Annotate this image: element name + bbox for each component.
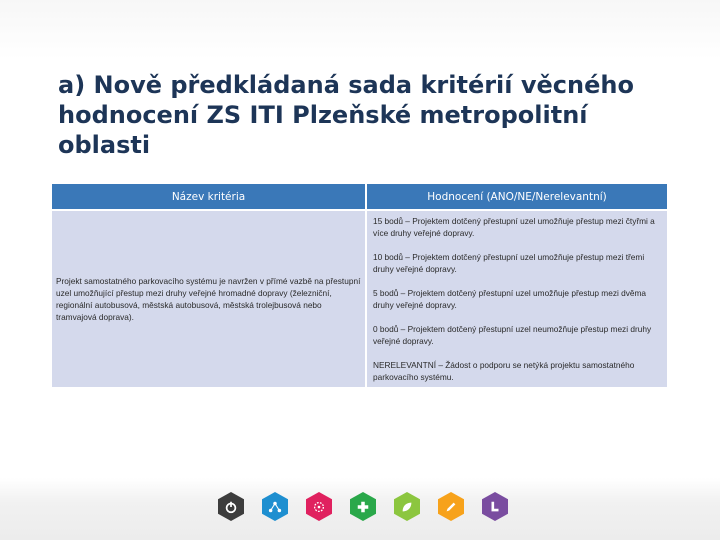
column-header-evaluation: Hodnocení (ANO/NE/Nerelevantní): [367, 184, 667, 209]
criteria-table: [50, 182, 669, 389]
score-5: 5 bodů – Projektem dotčený přestupní uzel umožňuje přestup mezi dvěma druhy veřejné dopravy.: [373, 288, 647, 310]
score-15: 15 bodů – Projektem dotčený přestupní uzel umožňuje přestup mezi čtyřmi a více druhy veřejné dopravy.: [373, 216, 655, 238]
power-icon: [218, 492, 244, 521]
footer-icon-row: [216, 492, 510, 530]
footer-icon-3: [304, 492, 334, 530]
network-icon: [262, 492, 288, 521]
footer-icon-4: [348, 492, 378, 530]
footer-icon-1: [216, 492, 246, 530]
footer-icon-7: [480, 492, 510, 530]
footer-icon-6: [436, 492, 466, 530]
footer-icon-2: [260, 492, 290, 530]
evaluation-cell: [367, 211, 667, 387]
slide-title: a) Nově předkládaná sada kritérií věcného hodnocení ZS ITI Plzeňské metropolitní oblasti: [58, 71, 634, 159]
leaf-icon: [394, 492, 420, 521]
plus-icon: [350, 492, 376, 521]
l-shape-icon: [482, 492, 508, 521]
score-10: 10 bodů – Projektem dotčený přestupní uzel umožňuje přestup mezi třemi druhy veřejné dopravy.: [373, 252, 645, 274]
header-band: [0, 0, 720, 60]
criterion-name-cell: Projekt samostatného parkovacího systému je navržen v přímé vazbě na přestupní uzel umožňující přestup mezi druhy veřejné hromadné dopravy (železniční, regionální autobusová, městská autobusová, městská trolejbusová nebo tramvajová doprava).: [52, 211, 365, 387]
score-not-relevant: NERELEVANTNÍ – Žádost o podporu se netýká projektu samostatného parkovacího systému.: [373, 360, 635, 382]
score-0: 0 bodů – Projektem dotčený přestupní uzel neumožňuje přestup mezi druhy veřejné dopravy.: [373, 324, 652, 346]
pencil-icon: [438, 492, 464, 521]
footer-icon-5: [392, 492, 422, 530]
table-row: [52, 211, 667, 387]
column-header-criterion-name: Název kritéria: [52, 184, 365, 209]
table-header-row: [52, 184, 667, 209]
people-icon: [306, 492, 332, 521]
